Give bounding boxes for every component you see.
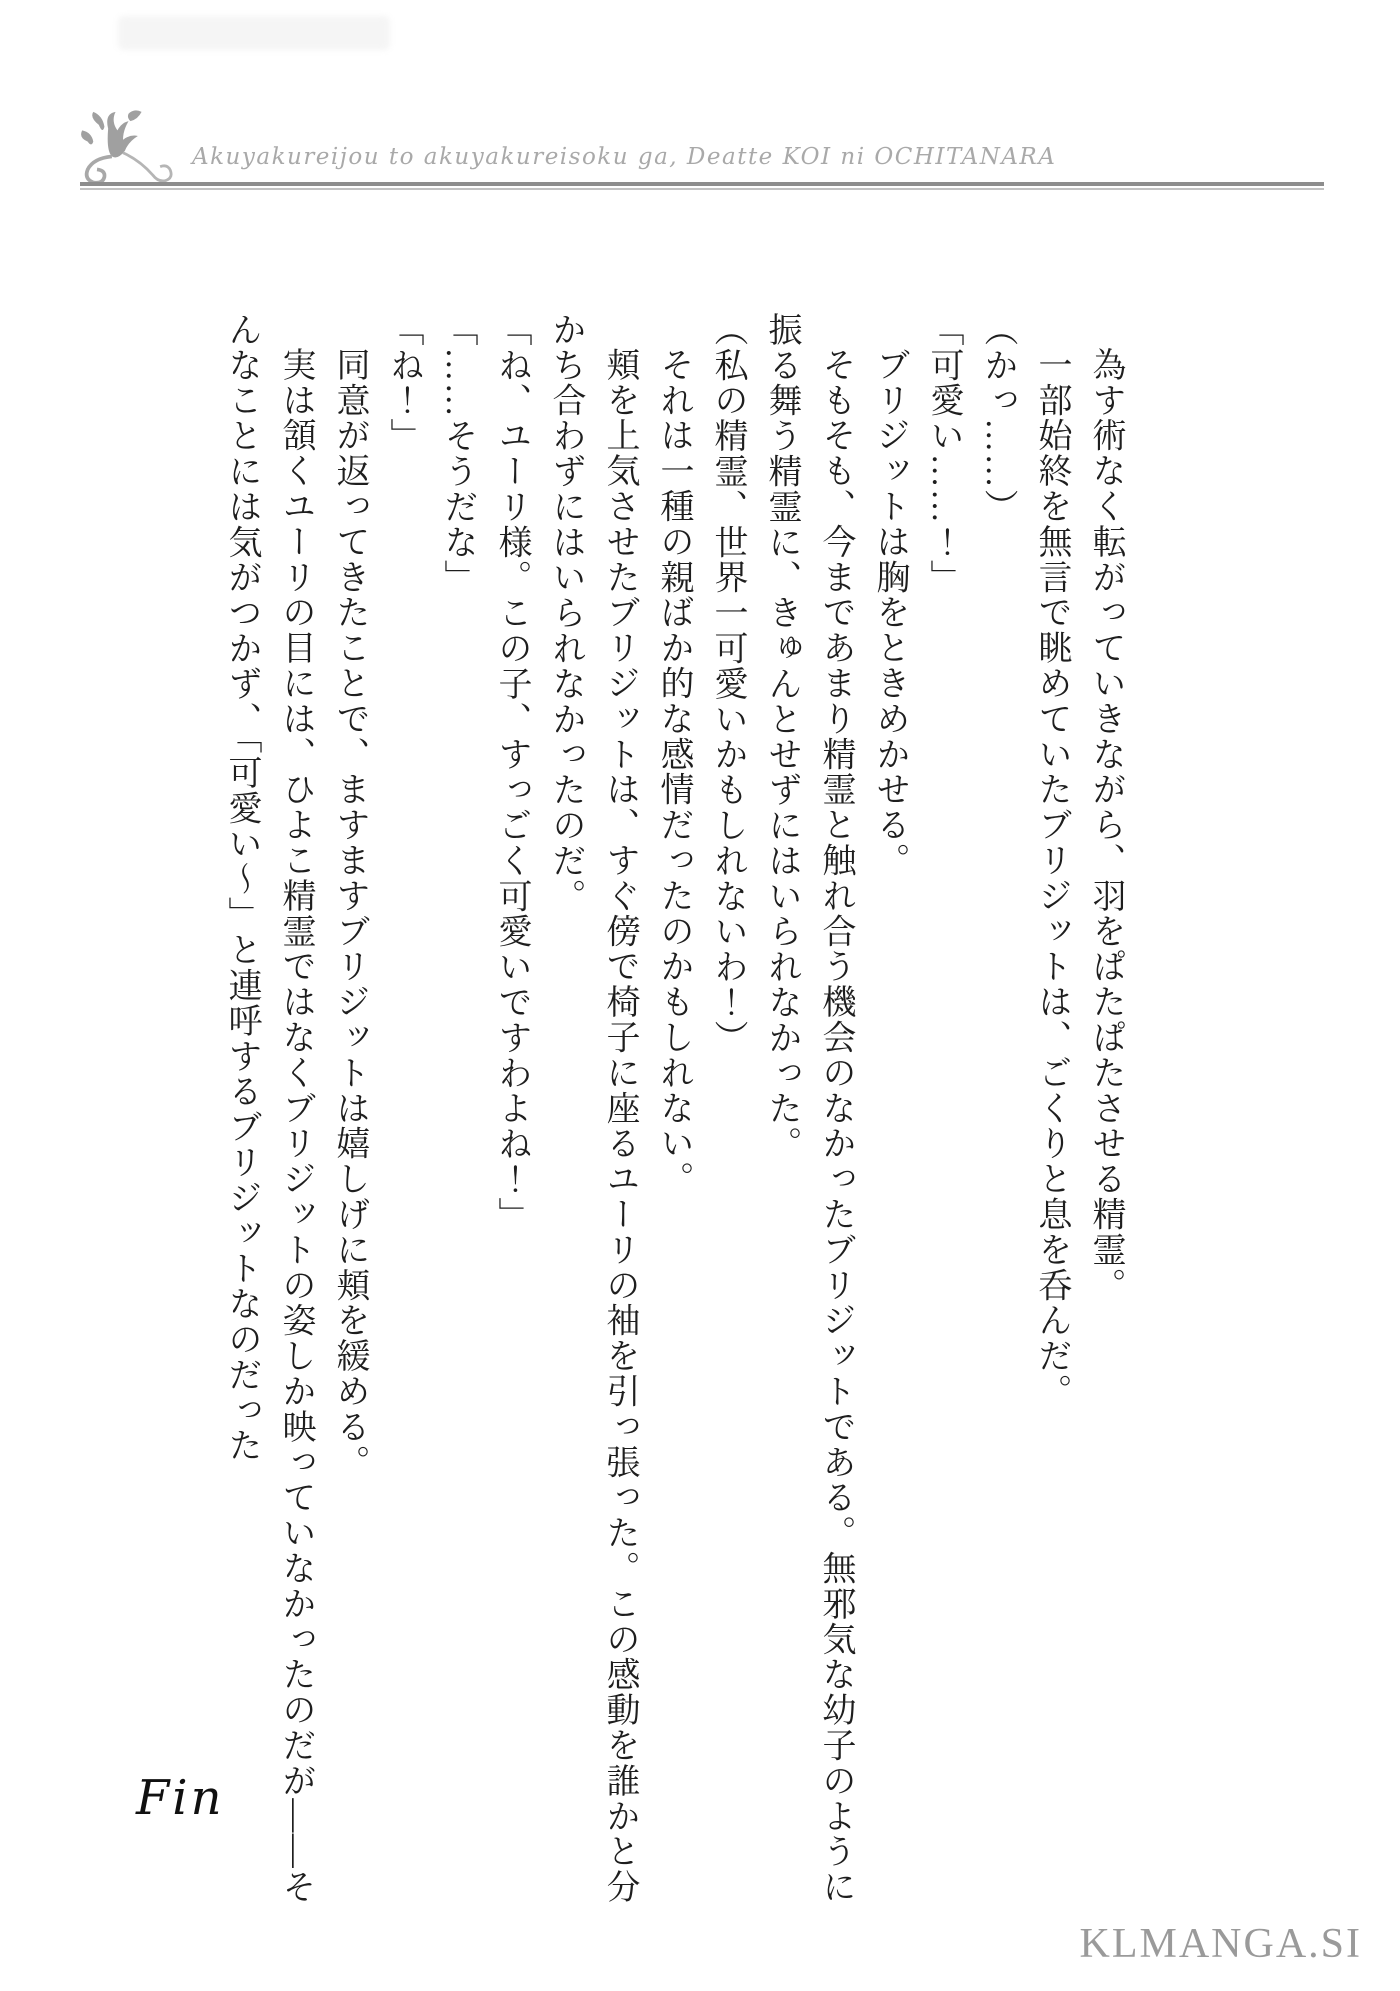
novel-paragraph: 為す術なく転がっていきながら、羽をぱたぱたさせる精霊。 bbox=[1087, 347, 1124, 1304]
header-rule bbox=[80, 182, 1324, 190]
novel-paragraph: そもそも、今まであまり精霊と触れ合う機会のなかったブリジットである。無邪気な幼子のように振る舞う精霊に、きゅんとせずにはいられなかった。 bbox=[763, 312, 854, 1905]
novel-paragraph: 「ね、ユーリ様。この子、すっごく可愛いですわよね！」 bbox=[493, 312, 530, 1233]
novel-paragraph: 「可愛い……！」 bbox=[925, 312, 962, 596]
series-title: Akuyakureijou to akuyakureisoku ga, Deatte KOI ni OCHITANARA bbox=[192, 144, 1057, 170]
page-header bbox=[80, 108, 1324, 192]
novel-paragraph: 一部始終を無言で眺めていたブリジットは、ごくりと息を呑んだ。 bbox=[1033, 347, 1070, 1410]
novel-paragraph: それは一種の親ばか的な感情だったのかもしれない。 bbox=[655, 347, 692, 1197]
novel-paragraph: ブリジットは胸をときめかせる。 bbox=[871, 347, 908, 879]
flourish-ornament bbox=[80, 110, 192, 188]
novel-paragraph: （私の精霊、世界一可愛いかもしれないわ！） bbox=[709, 312, 746, 1056]
novel-paragraph: 頬を上気させたブリジットは、すぐ傍で椅子に座るユーリの袖を引っ張った。この感動を誰かと分かち合わずにはいられなかったのだ。 bbox=[547, 312, 638, 1905]
ghost-watermark bbox=[118, 16, 390, 50]
novel-paragraph: 「ね！」 bbox=[385, 312, 422, 454]
novel-paragraph: 同意が返ってきたことで、ますますブリジットは嬉しげに頬を緩める。 bbox=[331, 347, 368, 1481]
novel-text bbox=[214, 312, 1132, 1906]
novel-paragraph: 「……そうだな」 bbox=[439, 312, 476, 596]
novel-paragraph: 実は頷くユーリの目には、ひよこ精霊ではなくブリジットの姿しか映っていなかったのだが——そんなことには気がつかず、「可愛い〜」と連呼するブリジットなのだった bbox=[223, 312, 314, 1905]
site-watermark: KLMANGA.SI bbox=[1079, 1921, 1362, 1967]
novel-paragraph: （かっ……） bbox=[979, 312, 1016, 525]
fin-label: Fin bbox=[136, 1770, 225, 1826]
